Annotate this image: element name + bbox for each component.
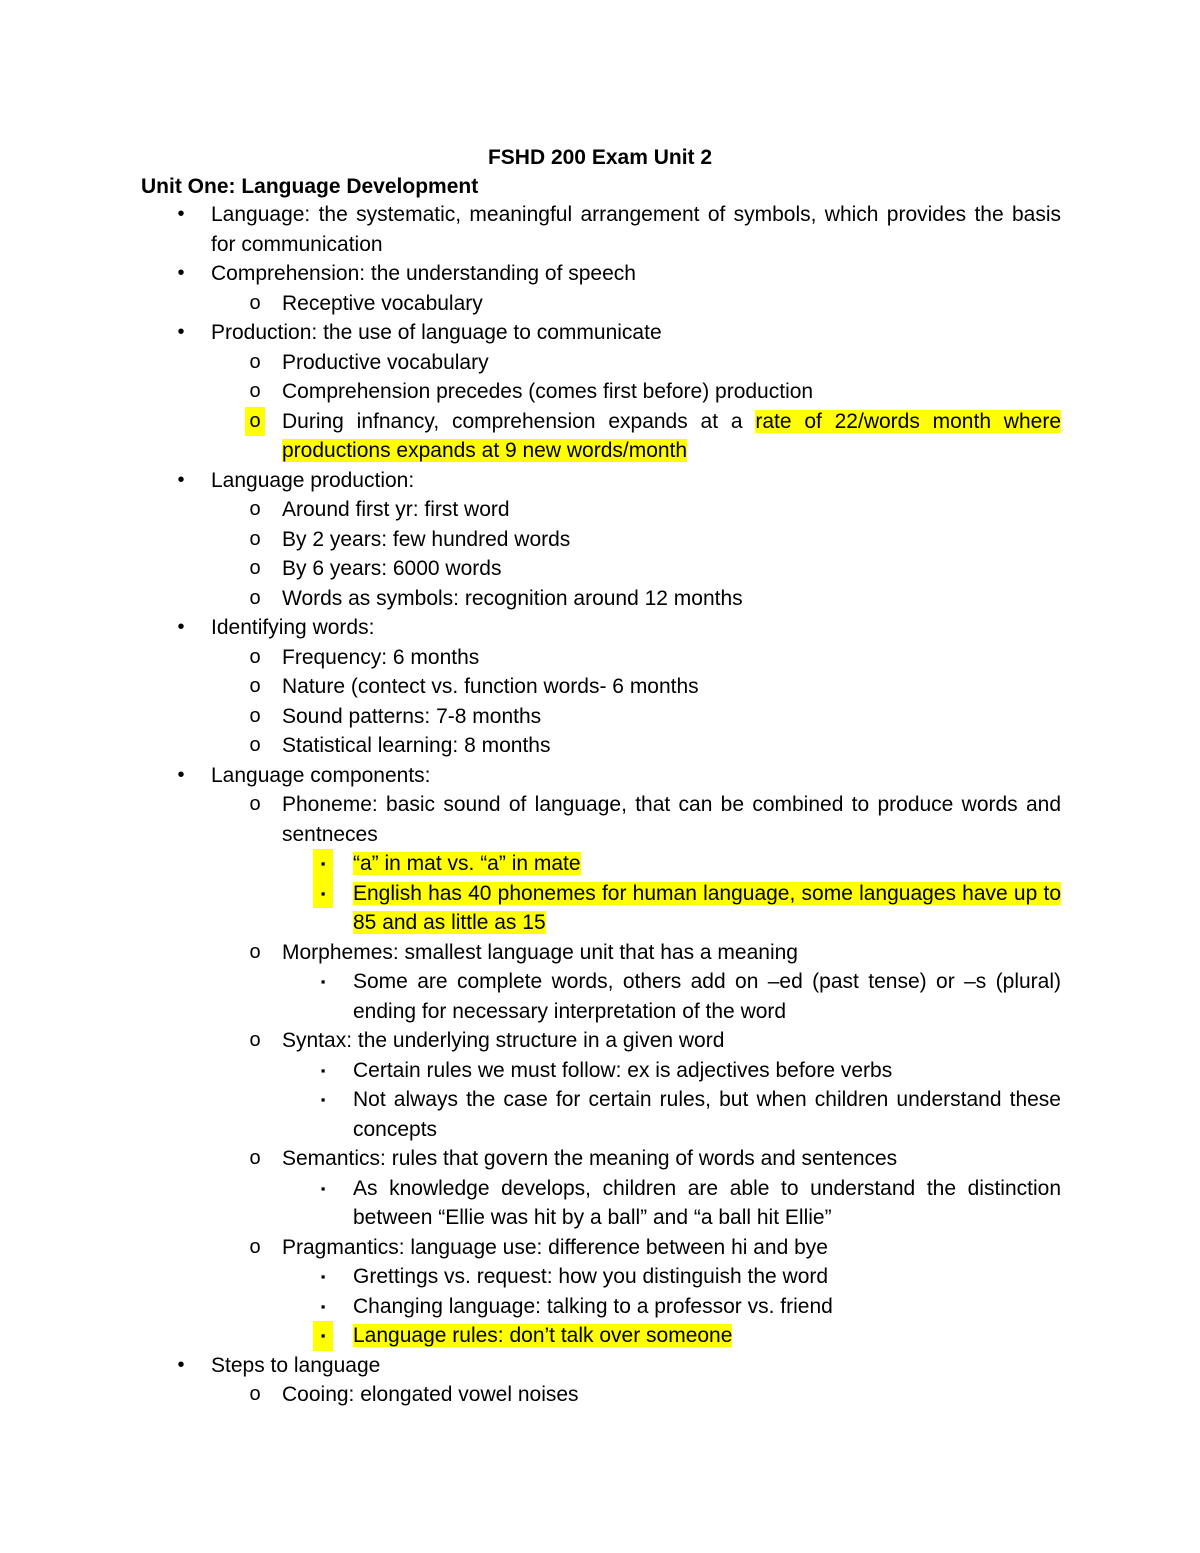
bullet-square-icon: ▪ <box>320 974 326 989</box>
list-item-text: Language components: <box>211 763 431 787</box>
list-item-level-2 <box>141 938 1061 968</box>
list-item-text: Comprehension: the understanding of speech <box>211 262 636 285</box>
bullet-square-icon: ▪ <box>313 1321 333 1351</box>
list-item-level-2 <box>141 1380 1061 1410</box>
list-item-level-2 <box>141 702 1061 732</box>
list-item-level-2 <box>141 289 1061 319</box>
highlighted-text: rate of 22/words month where productions expands at 9 new words/month <box>282 409 1061 462</box>
list-item-level-2 <box>141 407 1061 466</box>
bullet-square-icon: ▪ <box>313 849 333 879</box>
bullet-circle-icon: o <box>249 380 261 402</box>
bullet-square-icon: ▪ <box>320 1180 326 1196</box>
list-item-text: Steps to language <box>211 1353 381 1377</box>
list-item-text: Syntax: the underlying structure in a given word <box>282 1029 725 1052</box>
list-item-text: Productive vocabulary <box>282 350 489 374</box>
list-item-text: By 6 years: 6000 words <box>282 557 502 580</box>
list-item-text <box>353 1321 1061 1351</box>
list-item-text: Receptive vocabulary <box>282 291 483 315</box>
list-item-level-2 <box>141 643 1061 673</box>
list-item-text: Language production: <box>211 468 415 492</box>
bullet-dot-icon: • <box>177 203 185 225</box>
list-item-text-plain: During infnancy, comprehension expands at a <box>282 409 756 433</box>
list-item-level-3 <box>141 879 1061 938</box>
bullet-dot-icon: • <box>177 1353 185 1376</box>
list-item-level-3 <box>141 967 1061 1026</box>
bullet-dot-icon: • <box>177 262 185 284</box>
list-item-text: Sound patterns: 7-8 months <box>282 704 542 728</box>
list-item-text: Changing language: talking to a professor vs. friend <box>353 1294 833 1318</box>
list-item-level-2 <box>141 1233 1061 1263</box>
list-item-text: Frequency: 6 months <box>282 645 480 669</box>
list-item-level-2 <box>141 525 1061 555</box>
bullet-circle-icon: o <box>249 1147 261 1169</box>
list-item-level-2 <box>141 790 1061 849</box>
list-item-level-3 <box>141 1085 1061 1144</box>
list-item-level-3 <box>141 1292 1061 1322</box>
list-item-text: Certain rules we must follow: ex is adjectives before verbs <box>353 1058 893 1082</box>
list-item-text: Grettings vs. request: how you distinguish the word <box>353 1265 829 1288</box>
list-item-level-2 <box>141 554 1061 584</box>
list-item-level-1 <box>141 259 1061 289</box>
bullet-square-icon: ▪ <box>320 1298 326 1314</box>
list-item-text: Cooing: elongated vowel noises <box>282 1383 579 1406</box>
list-item-level-2 <box>141 584 1061 614</box>
highlighted-text: “a” in mat vs. “a” in mate <box>353 852 581 875</box>
list-item-text: Nature (contect vs. function words- 6 months <box>282 675 699 698</box>
list-item-text: Statistical learning: 8 months <box>282 734 551 757</box>
list-item-level-1 <box>141 1351 1061 1381</box>
bullet-circle-icon: o <box>249 350 261 373</box>
list-item-level-1 <box>141 466 1061 496</box>
list-item-level-2 <box>141 348 1061 378</box>
bullet-circle-icon: o <box>249 527 261 550</box>
bullet-circle-icon: o <box>249 704 261 727</box>
list-item-level-2 <box>141 1144 1061 1174</box>
bullet-circle-icon: o <box>249 1029 261 1051</box>
list-item-text: Around first yr: first word <box>282 498 510 521</box>
bullet-circle-icon: o <box>249 734 261 756</box>
bullet-dot-icon: • <box>177 616 185 638</box>
bullet-dot-icon: • <box>177 321 185 343</box>
list-item-level-3 <box>141 1174 1061 1233</box>
list-item-level-1 <box>141 200 1061 259</box>
bullet-circle-icon: o <box>249 498 261 520</box>
bullet-circle-icon: o <box>249 675 261 697</box>
bullet-circle-icon: o <box>249 940 261 963</box>
highlighted-text: Language rules: don’t talk over someone <box>353 1324 733 1347</box>
list-item-level-3 <box>141 1056 1061 1086</box>
list-item-text: Phoneme: basic sound of language, that can be combined to produce words and sentneces <box>282 793 1061 846</box>
list-item-text: Pragmantics: language use: difference between hi and bye <box>282 1235 828 1259</box>
bullet-square-icon: ▪ <box>313 879 333 909</box>
bullet-square-icon: ▪ <box>320 1092 326 1107</box>
list-item-text: Production: the use of language to communicate <box>211 321 662 344</box>
list-item-level-3 <box>141 1262 1061 1292</box>
list-item-text: By 2 years: few hundred words <box>282 527 571 551</box>
bullet-circle-icon: o <box>245 407 265 437</box>
bullet-circle-icon: o <box>249 291 261 314</box>
outline-list <box>141 200 1061 1410</box>
list-item-text <box>353 879 1061 938</box>
document-title: FSHD 200 Exam Unit 2 <box>487 146 713 169</box>
bullet-dot-icon: • <box>177 468 185 491</box>
list-item-level-1 <box>141 613 1061 643</box>
bullet-square-icon: ▪ <box>320 1062 326 1078</box>
list-item-text: Language: the systematic, meaningful arrangement of symbols, which provides the basis for communication <box>211 203 1061 256</box>
bullet-circle-icon: o <box>249 557 261 579</box>
bullet-circle-icon: o <box>249 645 261 668</box>
list-item-text: As knowledge develops, children are able to understand the distinction between “Ellie was hit by a ball” and “a ball hit Ellie” <box>353 1176 1061 1229</box>
list-item-level-2 <box>141 672 1061 702</box>
section-heading: Unit One: Language Development <box>141 175 479 198</box>
list-item-level-2 <box>141 495 1061 525</box>
list-item-level-3 <box>141 849 1061 879</box>
bullet-square-icon: ▪ <box>320 1269 326 1284</box>
list-item-text <box>353 849 1061 879</box>
list-item-level-1 <box>141 761 1061 791</box>
list-item-text: Identifying words: <box>211 616 375 639</box>
list-item-text: Comprehension precedes (comes first before) production <box>282 380 814 403</box>
bullet-circle-icon: o <box>249 586 261 609</box>
list-item-text <box>282 407 1061 466</box>
bullet-dot-icon: • <box>177 763 185 786</box>
bullet-circle-icon: o <box>249 1235 261 1258</box>
list-item-level-2 <box>141 1026 1061 1056</box>
list-item-level-1 <box>141 318 1061 348</box>
list-item-level-2 <box>141 377 1061 407</box>
bullet-circle-icon: o <box>249 1383 261 1405</box>
highlighted-text: English has 40 phonemes for human language, some languages have up to 85 and as little as 15 <box>353 881 1061 934</box>
list-item-level-2 <box>141 731 1061 761</box>
list-item-level-3 <box>141 1321 1061 1351</box>
list-item-text: Semantics: rules that govern the meaning of words and sentences <box>282 1147 898 1170</box>
bullet-circle-icon: o <box>249 793 261 815</box>
list-item-text: Morphemes: smallest language unit that has a meaning <box>282 940 798 964</box>
list-item-text: Not always the case for certain rules, but when children understand these concepts <box>353 1088 1061 1141</box>
list-item-text: Some are complete words, others add on –ed (past tense) or –s (plural) ending for necessary interpretation of the word <box>353 970 1061 1023</box>
list-item-text: Words as symbols: recognition around 12 months <box>282 586 743 610</box>
